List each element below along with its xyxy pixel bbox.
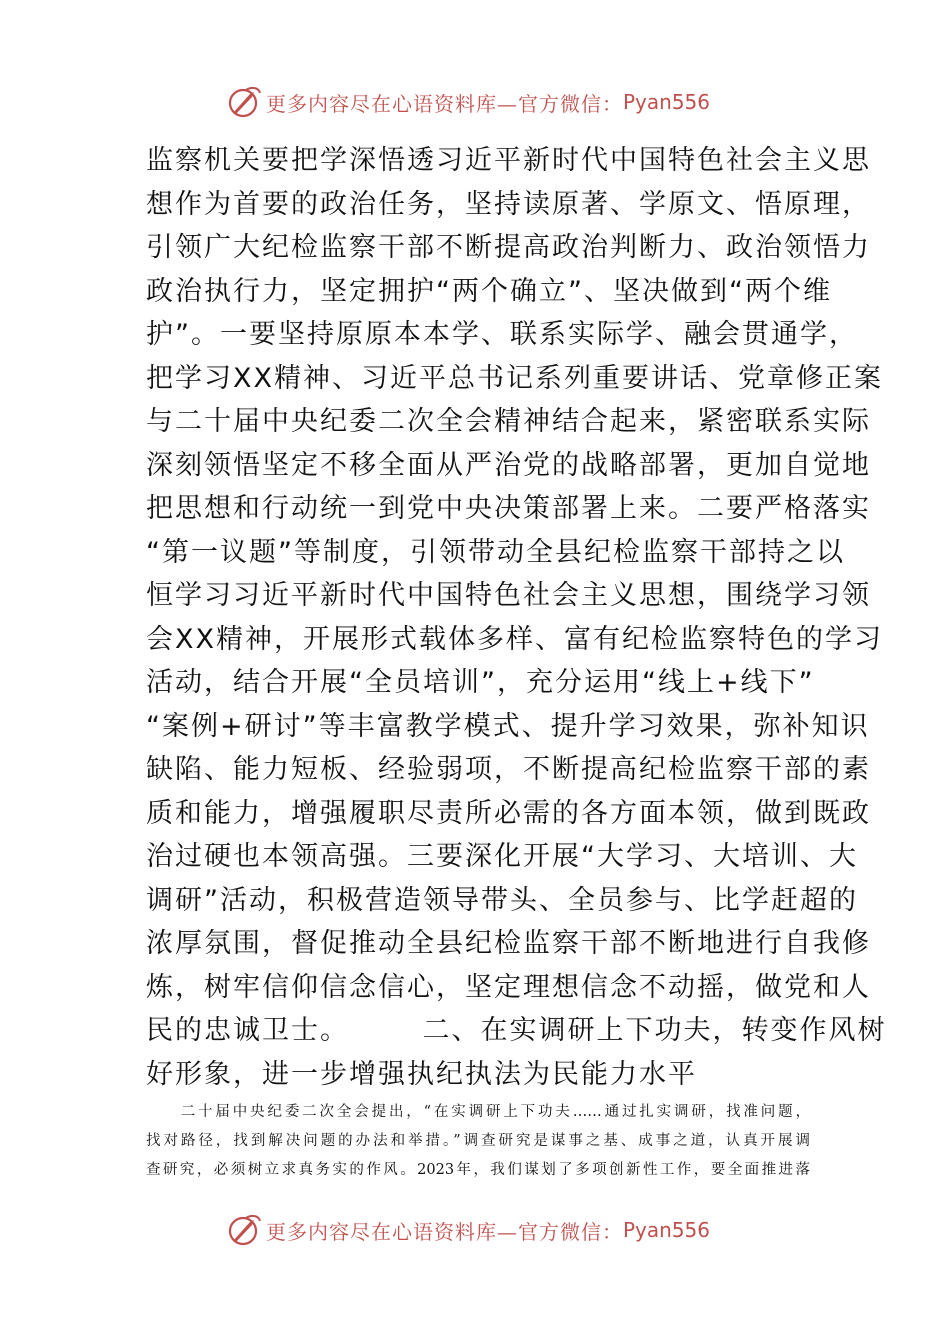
body-line: 质和能力，增强履职尽责所必需的各方面本领，做到既政 (146, 797, 871, 829)
body-line: 引领广大纪检监察干部不断提高政治判断力、政治领悟力 (146, 232, 871, 263)
body-line: 浓厚氛围，督促推动全县纪检监察干部不断地进行自我修 (146, 928, 871, 959)
body-line: 护”。一要坚持原原本本学、联系实际学、融会贯通学， (146, 319, 858, 350)
body-line: 治过硬也本领高强。三要深化开展“大学习、大培训、大 (146, 841, 858, 872)
pen-logo-icon (226, 84, 262, 120)
small-line: 查研究，必须树立求真务实的作风。2023年，我们谋划了多项创新性工作，要全面推进落 (146, 1162, 810, 1178)
body-line: 把思想和行动统一到党中央决策部署上来。二要严格落实 (146, 493, 871, 524)
small-line: 找对路径，找到解决问题的办法和举措。”调查研究是谋事之基、成事之道，认真开展调 (146, 1133, 810, 1149)
body-line: 想作为首要的政治任务，坚持读原著、学原文、悟原理， (146, 188, 871, 220)
body-line: 活动，结合开展“全员培训”，充分运用“线上+线下” (146, 667, 815, 698)
watermark-id: Pyan556 (623, 90, 711, 114)
body-line: “第一议题”等制度，引领带动全县纪检监察干部持之以 (146, 536, 845, 568)
body-text (146, 139, 887, 1096)
body-line: 监察机关要把学深悟透习近平新时代中国特色社会主义思 (146, 145, 871, 176)
body-line: 恒学习习近平新时代中国特色社会主义思想，围绕学习领 (146, 580, 871, 611)
body-line: 政治执行力，坚定拥护“两个确立”、坚决做到“两个维 (146, 275, 832, 307)
body-line: 缺陷、能力短板、经验弱项，不断提高纪检监察干部的素 (146, 754, 871, 785)
body-line: 好形象，进一步增强执纪执法为民能力水平 (146, 1058, 697, 1090)
body-line: 会XX精神，开展形式载体多样、富有纪检监察特色的学习 (146, 623, 883, 655)
watermark-text: 更多内容尽在心语资料库—官方微信： (266, 91, 623, 116)
pen-logo-icon (226, 1212, 262, 1248)
watermark-footer (226, 1212, 726, 1248)
body-small-text (146, 1098, 810, 1185)
body-line: 与二十届中央纪委二次全会精神结合起来，紧密联系实际 (146, 406, 871, 437)
body-line: 把学习XX精神、习近平总书记系列重要讲话、党章修正案 (146, 362, 883, 394)
watermark-header (226, 84, 726, 120)
body-line: 调研”活动，积极营造领导带头、全员参与、比学赶超的 (146, 884, 858, 916)
watermark-text: 更多内容尽在心语资料库—官方微信： (266, 1219, 623, 1244)
watermark-id: Pyan556 (623, 1218, 711, 1242)
body-line: 深刻领悟坚定不移全面从严治党的战略部署，更加自觉地 (146, 449, 871, 481)
body-line: “案例+研讨”等丰富教学模式、提升学习效果，弥补知识 (146, 710, 870, 742)
body-line: 炼，树牢信仰信念信心，坚定理想信念不动摇，做党和人 (146, 971, 871, 1003)
small-line: 二十届中央纪委二次全会提出，“在实调研上下功夫……通过扎实调研，找准问题， (146, 1104, 810, 1120)
body-line: 民的忠诚卫士。 二、在实调研上下功夫，转变作风树 (146, 1015, 887, 1046)
